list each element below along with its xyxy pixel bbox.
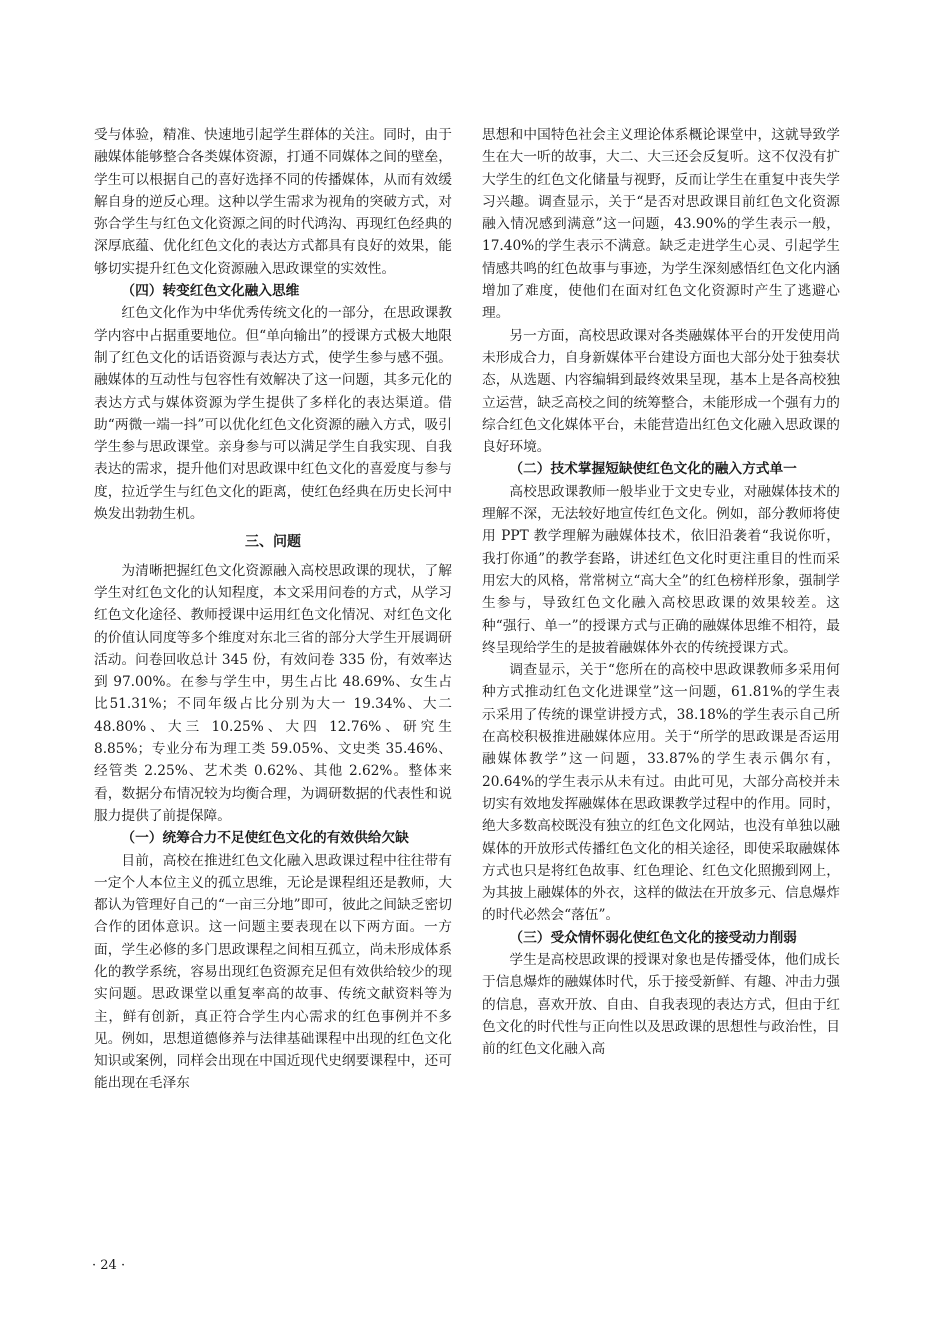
right-paragraph-4: 调查显示，关于“您所在的高校中思政课教师多采用何种方式推动红色文化进课堂”这一问题，61.81%的学生表示采用了传统的课堂讲授方式，38.18%的学生表示自己所在高校积极推进融媒体应用。关于“所学的思政课是否运用融媒体教学”这一问题，33.87%的学生表示偶尔有，20.64%的学生表示从未有过。由此可见，大部分高校并未切实有效地发挥融媒体在思政课教学过程中的作用。同时，绝大多数高校既没有独立的红色文化网站，也没有单独以融媒体的开放形式传播红色文化的相关途径，即使采取融媒体方式也只是将红色故事、红色理论、红色文化照搬到网上，为其披上融媒体的外衣，这样的做法在开放多元、信息爆炸的时代必然会“落伍”。: [482, 662, 840, 924]
subsection-heading-1: （一）统筹合力不足使红色文化的有效供给欠缺: [121, 830, 409, 847]
page-number: · 24 ·: [92, 1258, 126, 1273]
right-paragraph-1: 思想和中国特色社会主义理论体系概论课堂中，这就导致学生在大一听的故事，大二、大三还会反复听。这不仅没有扩大学生的红色文化储量与视野，反而让学生在重复中丧失学习兴趣。调查显示，关于“是否对思政课目前红色文化资源融入情况感到满意”这一问题，43.90%的学生表示一般，17.40%的学生表示不满意。缺乏走进学生心灵、引起学生情感共鸣的红色故事与事迹，为学生深刻感悟红色文化内涵增加了难度，使他们在面对红色文化资源时产生了逃避心理。: [482, 127, 840, 322]
subsection-heading-4: （四）转变红色文化融入思维: [121, 283, 300, 300]
section-heading-problems: 三、问题: [245, 534, 301, 551]
left-paragraph-2: 红色文化作为中华优秀传统文化的一部分，在思政课教学内容中占据重要地位。但“单向输出”的授课方式极大地限制了红色文化的话语资源与表达方式，使学生参与感不强。融媒体的互动性与包容性有效解决了这一问题，其多元化的表达方式与媒体资源为学生提供了多样化的表达渠道。借助“两微一端一抖”可以优化红色文化资源的融入方式，吸引学生参与思政课堂。亲身参与可以满足学生自我实现、自我表达的需求，提升他们对思政课中红色文化的喜爱度与参与度，拉近学生与红色文化的距离，使红色经典在历史长河中焕发出勃勃生机。: [94, 305, 452, 523]
left-paragraph-4: 目前，高校在推进红色文化融入思政课过程中往往带有一定个人本位主义的孤立思维，无论是课程组还是教师，大都认为管理好自己的“一亩三分地”即可，彼此之间缺乏密切合作的团体意识。这一问题主要表现在以下两方面。一方面，学生必修的多门思政课程之间相互孤立，尚未形成体系化的教学系统，容易出现红色资源充足但有效供给较少的现实问题。思政课堂以重复率高的故事、传统文献资料等为主，鲜有创新，真正符合学生内心需求的红色事例并不多见。例如，思想道德修养与法律基础课程中出现的红色文化知识或案例，同样会出现在中国近现代史纲要课程中，还可能出现在毛泽东: [94, 852, 452, 1092]
subsection-heading-3: （三）受众情怀弱化使红色文化的接受动力削弱: [509, 929, 797, 946]
left-paragraph-1: 受与体验，精准、快速地引起学生群体的关注。同时，由于融媒体能够整合各类媒体资源，打通不同媒体之间的壁垒，学生可以根据自己的喜好选择不同的传播媒体，从而有效缓解自身的逆反心理。这种以学生需求为视角的突破方式，对弥合学生与红色文化资源之间的时代鸿沟、再现红色经典的深厚底蕴、优化红色文化的表达方式都具有良好的效果，能够切实提升红色文化资源融入思政课堂的实效性。: [94, 127, 452, 277]
left-paragraph-3: 为清晰把握红色文化资源融入高校思政课的现状，了解学生对红色文化的认知程度，本文采用问卷的方式，从学习红色文化途径、教师授课中运用红色文化情况、对红色文化的价值认同度等多个维度对东北三省的部分大学生开展调研活动。问卷回收总计 345 份，有效问卷 335 份，有效率达到 97.00%。在参与学生中，男生占比 48.69%、女生占比51.31%；不同年级占比分别为大一 19.34%、大二 48.80%、大三 10.25%、大四 12.76%、研究生 8.85%；专业分布为理工类 59.05%、文史类 35.46%、经管类 2.25%、艺术类 0.62%、其他 2.62%。整体来看，数据分布情况较为均衡合理，为调研数据的代表性和说服力提供了前提保障。: [94, 562, 452, 824]
right-paragraph-2: 另一方面，高校思政课对各类融媒体平台的开发使用尚未形成合力，自身新媒体平台建设方面也大部分处于独奏状态，从选题、内容编辑到最终效果呈现，基本上是各高校独立运营，缺乏高校之间的统筹整合，未能形成一个强有力的综合红色文化媒体平台，未能营造出红色文化融入思政课的良好环境。: [482, 327, 840, 456]
right-column: [482, 124, 840, 1244]
subsection-heading-2: （二）技术掌握短缺使红色文化的融入方式单一: [509, 461, 797, 478]
left-column: [94, 124, 452, 1244]
right-paragraph-5: 学生是高校思政课的授课对象也是传播受体，他们成长于信息爆炸的融媒体时代，乐于接受新鲜、有趣、冲击力强的信息，喜欢开放、自由、自我表现的表达方式，但由于红色文化的时代性与正向性以及思政课的思想性与政治性，目前的红色文化融入高: [482, 951, 840, 1058]
right-paragraph-3: 高校思政课教师一般毕业于文史专业，对融媒体技术的理解不深，无法较好地宣传红色文化。例如，部分教师将使用 PPT 教学理解为融媒体技术，依旧沿袭着“我说你听，我打你通”的教学套路，讲述红色文化时更注重目的性而采用宏大的风格，常常树立“高大全”的红色榜样形象，强制学生参与，导致红色文化融入高校思政课的效果较差。这种“强行、单一”的授课方式与正确的融媒体思维不相符，最终呈现给学生的是披着融媒体外衣的传统授课方式。: [482, 483, 840, 656]
